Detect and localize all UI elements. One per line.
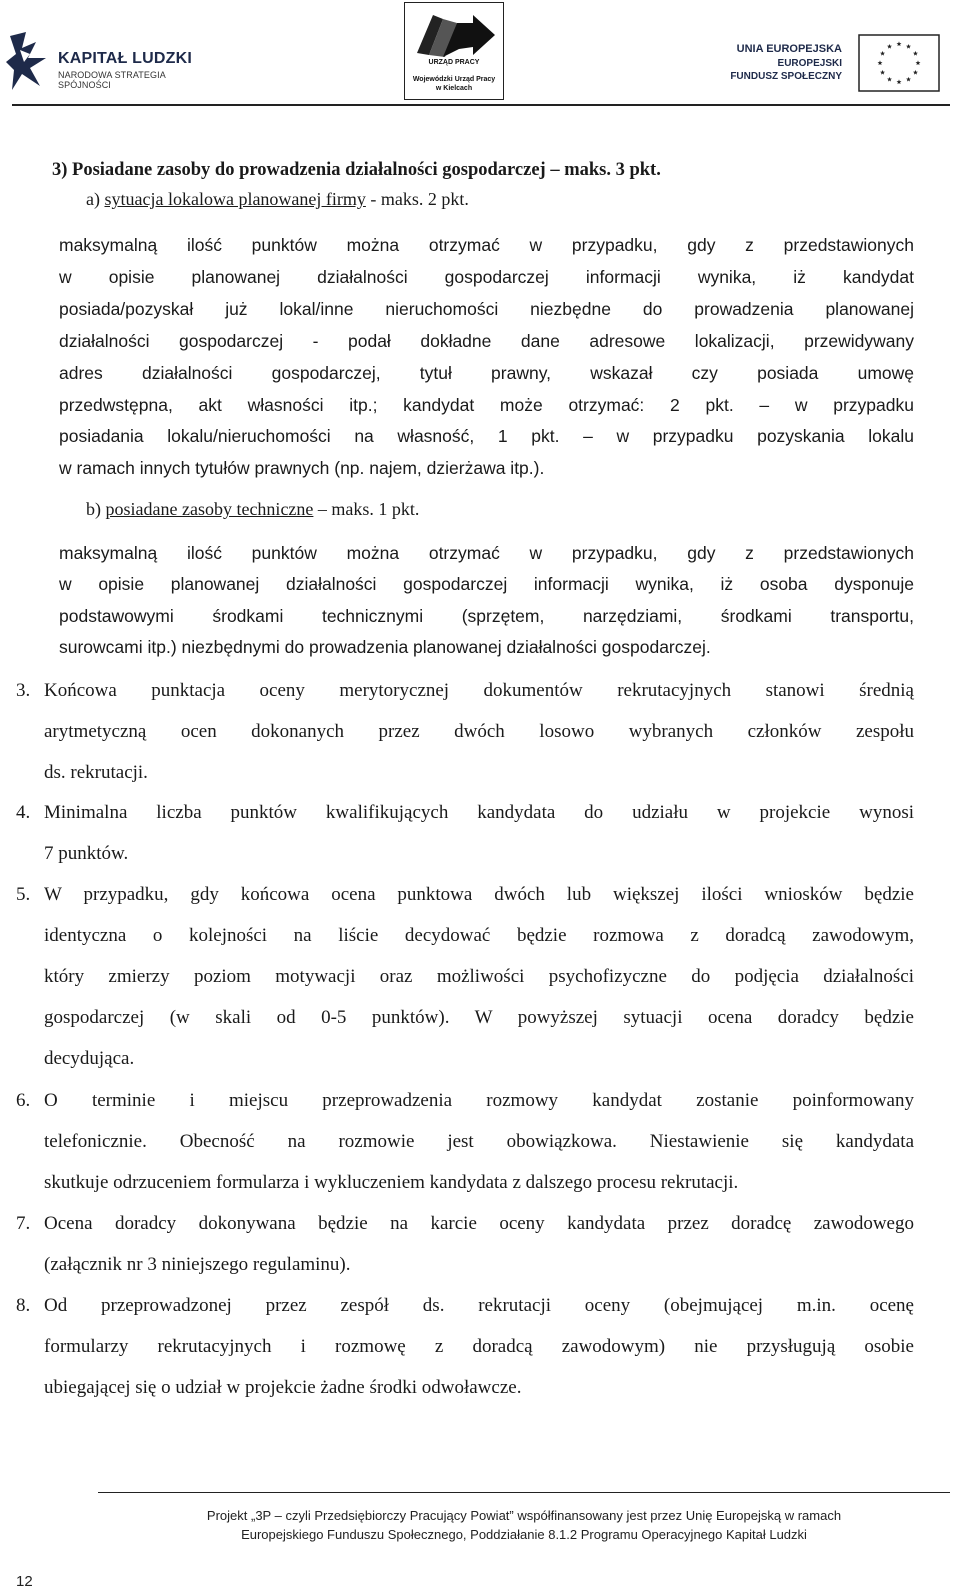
- subsection-b-line: podstawowymi środkami technicznymi (sprzętem, narzędziami, środkami transportu,: [59, 605, 914, 626]
- list-item-line: 7 punktów.: [44, 843, 129, 865]
- list-item-line: identyczna o kolejności na liście decydować będzie rozmowa z doradcą zawodowym,: [44, 925, 914, 947]
- subsection-a-line: w opisie planowanej działalności gospodarczej informacji wynika, iż kandydat: [59, 266, 914, 287]
- list-item-line: gospodarczej (w skali od 0-5 punktów). W powyższej sytuacji ocena doradcy będzie: [44, 1007, 914, 1029]
- subsection-b-line: maksymalną ilość punktów można otrzymać w przypadku, gdy z przedstawionych: [59, 543, 914, 563]
- kapital-ludzki-title: KAPITAŁ LUDZKI: [58, 50, 193, 67]
- urzad-pracy-subtitle-line: w Kielcach: [435, 85, 473, 92]
- kapital-ludzki-subtitle: NARODOWA STRATEGIA SPÓJNOŚCI: [58, 70, 166, 90]
- list-item-line: formularzy rekrutacyjnych i rozmowę z doradcą zawodowym) nie przysługują osobie: [44, 1336, 914, 1358]
- section-3-heading: 3) Posiadane zasoby do prowadzenia działalności gospodarczej – maks. 3 pkt.: [52, 160, 661, 180]
- page-number: 12: [16, 1573, 33, 1590]
- list-item-line: decydująca.: [44, 1048, 135, 1070]
- list-item-line: Końcowa punktacja oceny merytorycznej dokumentów rekrutacyjnych stanowi średnią: [44, 680, 914, 701]
- list-item-line: telefonicznie. Obecność na rozmowie jest obowiązkowa. Niestawienie się kandydata: [44, 1131, 914, 1153]
- subsection-b-suffix: – maks. 1 pkt.: [313, 499, 420, 519]
- subsection-b-line: surowcami itp.) niezbędnymi do prowadzenia planowanej działalności gospodarczej.: [59, 636, 711, 657]
- footer-line-2: Europejskiego Funduszu Społecznego, Poddziałanie 8.1.2 Programu Operacyjnego Kapitał Ludzki: [241, 1527, 807, 1542]
- kapital-ludzki-star-icon: [6, 28, 54, 94]
- subsection-b-label: posiadane zasoby techniczne: [105, 499, 314, 519]
- list-item-number: 7.: [16, 1213, 31, 1234]
- urzad-pracy-subtitle: [409, 75, 499, 93]
- list-item-line: ds. rekrutacji.: [44, 762, 148, 784]
- urzad-pracy-name: URZĄD PRACY: [428, 59, 480, 66]
- list-item-number: 8.: [16, 1295, 31, 1316]
- list-item-line: Ocena doradcy dokonywana będzie na karcie oceny kandydata przez doradcę zawodowego: [44, 1213, 914, 1234]
- list-item-line: Od przeprowadzonej przez zespół ds. rekrutacji oceny (obejmującej m.in. ocenę: [44, 1295, 914, 1316]
- subsection-b-heading: [86, 499, 419, 520]
- footer-line-1: Projekt „3P – czyli Przedsiębiorczy Pracujący Powiat” współfinansowany jest przez Unię Europejską w ramach: [206, 1508, 842, 1523]
- subsection-a-prefix: a): [86, 189, 105, 209]
- kapital-ludzki-logo: [6, 28, 206, 94]
- list-item-line: który zmierzy poziom motywacji oraz możliwości psychofizyczne do podjęcia działalności: [44, 966, 914, 988]
- subsection-a-suffix: - maks. 2 pkt.: [365, 189, 469, 209]
- subsection-b-prefix: b): [86, 499, 106, 519]
- subsection-a-line: adres działalności gospodarczej, tytuł prawny, wskazał czy posiada umowę: [59, 362, 914, 383]
- footer-divider: [98, 1492, 950, 1493]
- list-item-number: 6.: [16, 1090, 31, 1111]
- header-divider: [12, 104, 950, 106]
- unia-europejska-text: [730, 42, 842, 83]
- unia-europejska-logo: [730, 34, 950, 94]
- subsection-a-line: posiada/pozyskał już lokal/inne nieruchomości niezbędne do prowadzenia planowanej: [59, 298, 914, 319]
- list-item-line: W przypadku, gdy końcowa ocena punktowa dwóch lub większej ilości wniosków będzie: [44, 884, 914, 905]
- list-item-line: Minimalna liczba punktów kwalifikujących kandydata do udziału w projekcie wynosi: [44, 802, 914, 823]
- list-item-number: 4.: [16, 802, 31, 823]
- list-item-number: 5.: [16, 884, 31, 905]
- subsection-a-heading: [86, 189, 469, 210]
- subsection-a-line: maksymalną ilość punktów można otrzymać w przypadku, gdy z przedstawionych: [59, 235, 914, 255]
- ue-line-2: EUROPEJSKI: [777, 58, 842, 69]
- eu-flag-icon: [858, 34, 940, 92]
- urzad-pracy-logo: [404, 2, 504, 100]
- list-item-number: 3.: [16, 680, 31, 701]
- page-header: [0, 0, 960, 110]
- subsection-a-line: w ramach innych tytułów prawnych (np. najem, dzierżawa itp.).: [59, 458, 545, 479]
- subsection-a-line: przedwstępna, akt własności itp.; kandydat może otrzymać: 2 pkt. – w przypadku: [59, 394, 914, 415]
- subsection-a-line: posiadania lokalu/nieruchomości na własność, 1 pkt. – w przypadku pozyskania lokalu: [59, 426, 914, 447]
- list-item-line: skutkuje odrzuceniem formularza i wykluczeniem kandydata z dalszego procesu rekrutacji.: [44, 1172, 739, 1194]
- list-item-line: O terminie i miejscu przeprowadzenia rozmowy kandydat zostanie poinformowany: [44, 1090, 914, 1111]
- ue-line-1: UNIA EUROPEJSKA: [736, 43, 842, 55]
- list-item-line: arytmetyczną ocen dokonanych przez dwóch losowo wybranych członków zespołu: [44, 721, 914, 743]
- subsection-b-line: w opisie planowanej działalności gospodarczej informacji wynika, iż osoba dysponuje: [59, 574, 914, 595]
- ue-line-3: FUNDUSZ SPOŁECZNY: [730, 71, 842, 82]
- subsection-a-line: działalności gospodarczej - podał dokładne dane adresowe lokalizacji, przewidywany: [59, 330, 914, 351]
- urzad-pracy-subtitle-line: Wojewódzki Urząd Pracy: [412, 76, 496, 83]
- list-item-line: ubiegającej się o udział w projekcie żadne środki odwoławcze.: [44, 1377, 522, 1399]
- urzad-pracy-arrow-icon: [413, 9, 497, 59]
- list-item-line: (załącznik nr 3 niniejszego regulaminu).: [44, 1254, 351, 1276]
- subsection-a-label: sytuacja lokalowa planowanej firmy: [104, 189, 366, 209]
